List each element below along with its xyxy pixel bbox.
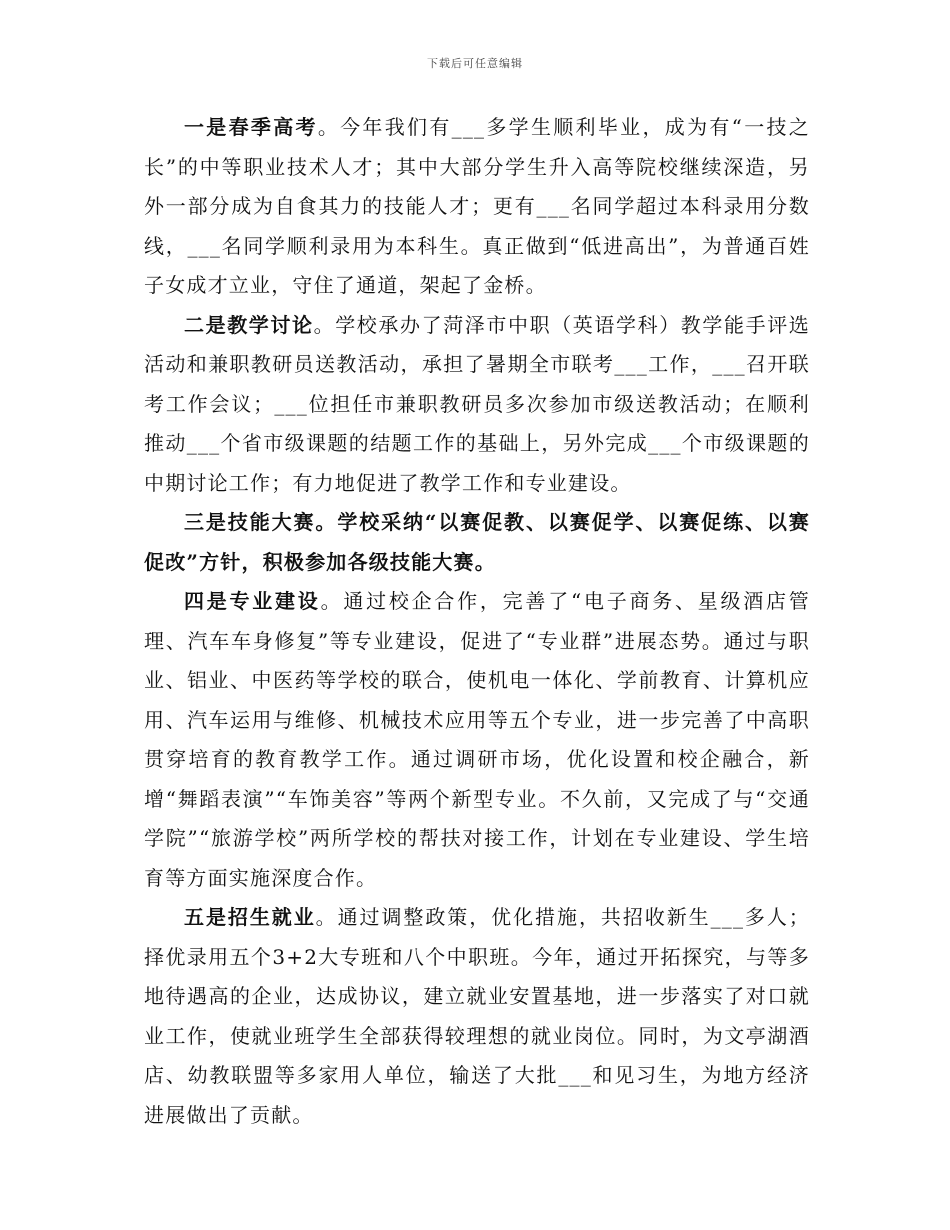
paragraph-text: 。通过校企合作，完善了“电子商务、星级酒店管理、汽车车身修复”等专业建设，促进了“专业群”进展态势。通过与职业、铝业、中医药等学校的联合，使机电一体化、学前教育、计算机应用、汽车运用与维修、机械技术应用等五个专业，进一步完善了中高职贯穿培育的教育教学工作。通过调研市场，优化设置和校企融合，新增“舞蹈表演”“车饰美容”等两个新型专业。不久前，又完成了与“交通学院”“旅游学校”两所学校的帮扶对接工作，计划在专业建设、学生培育等方面实施深度合作。 <box>144 589 811 890</box>
page-header-note: 下载后可任意编辑 <box>427 57 523 70</box>
paragraph-lead: 二是教学讨论 <box>184 312 314 337</box>
paragraph-lead: 五是招生就业 <box>184 905 316 929</box>
paragraph-text: 。学校采纳“以赛促教、以赛促学、以赛促练、以赛促改”方针，积极参加各级技能大赛。 <box>144 510 810 574</box>
paragraph-enrollment-employment <box>144 898 810 1135</box>
paragraph-lead: 一是春季高考 <box>184 115 318 139</box>
paragraph-lead: 四是专业建设 <box>184 589 321 613</box>
paragraph-teaching-research <box>144 306 810 504</box>
paragraph-text: 。学校承办了菏泽市中职（英语学科）教学能手评选活动和兼职教研员送教活动，承担了暑期全市联考___工作，___召开联考工作会议；___位担任市兼职教研员多次参加市级送教活动；在顺利推动___个省市级课题的结题工作的基础上，另外完成___个市级课题的中期讨论工作；有力地促进了教学工作和专业建设。 <box>144 312 810 495</box>
paragraph-text: 。今年我们有___多学生顺利毕业，成为有“一技之长”的中等职业技术人才；其中大部分学生升入高等院校继续深造，另外一部分成为自食其力的技能人才；更有___名同学超过本科录用分数线，___名同学顺利录用为本科生。真正做到“低进高出”，为普通百姓子女成才立业，守住了通道，架起了金桥。 <box>144 115 811 297</box>
paragraph-text: 。通过调整政策，优化措施，共招收新生___多人；择优录用五个3+2大专班和八个中职班。今年，通过开拓探究，与等多地待遇高的企业，达成协议，建立就业安置基地，进一步落实了对口就业工作，使就业班学生全部获得较理想的就业岗位。同时，为文亭湖酒店、幼教联盟等多家用人单位，输送了大批___和见习生，为地方经济进展做出了贡献。 <box>144 905 810 1127</box>
paragraph-lead: 三是技能大赛 <box>184 510 316 534</box>
paragraph-skills-contest <box>144 503 810 582</box>
paragraph-spring-exam <box>144 108 810 306</box>
paragraph-program-building <box>144 582 810 898</box>
document-body <box>144 108 810 1135</box>
